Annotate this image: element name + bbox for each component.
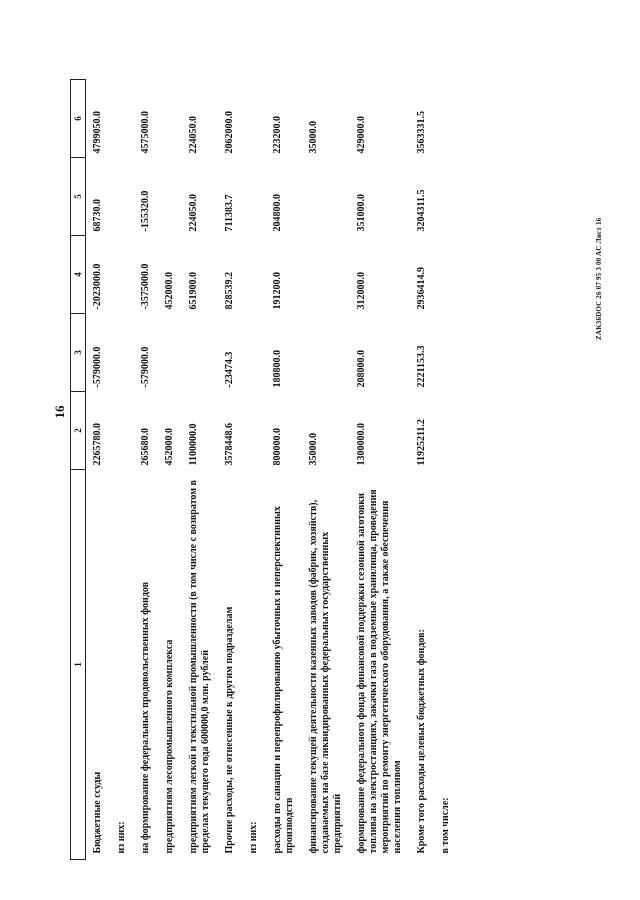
cell-c2 (434, 392, 458, 470)
cell-c6: 223200.0 (272, 116, 283, 154)
cell-c4: 2936414.9 (416, 267, 427, 310)
budget-table (70, 79, 458, 860)
cell-c6: 224050.0 (188, 116, 199, 154)
table-row (110, 80, 134, 860)
cell-c2: 2265780.0 (92, 423, 103, 466)
row-label: на формирование федеральных продовольственных фондов (140, 581, 151, 854)
document-footer-code: ZAK36DOC 26 07 95 3 00 AC Лист 16 (595, 217, 603, 340)
cell-c4: 452000.0 (164, 272, 175, 310)
cell-c2 (110, 392, 134, 470)
cell-c3: -579000.0 (92, 346, 103, 388)
column-header: 5 (71, 158, 86, 236)
cell-c5: 351000.0 (356, 194, 367, 232)
row-label: предприятиям лесопромышленного комплекса (164, 639, 175, 854)
row-label: Прочие расходы, не отнесенные к другим подразделам (224, 606, 235, 854)
cell-c3 (242, 314, 266, 392)
cell-c3 (434, 314, 458, 392)
cell-c6: 4799050.0 (92, 111, 103, 154)
cell-c3 (110, 314, 134, 392)
cell-c6: 3563331.5 (416, 111, 427, 154)
table-row (302, 80, 350, 860)
cell-c3: -23474.3 (224, 351, 235, 388)
cell-c2: 452000.0 (164, 428, 175, 466)
cell-c6: 2062000.0 (224, 111, 235, 154)
table-row (218, 80, 242, 860)
cell-c4: -3575000.0 (140, 263, 151, 310)
cell-c3: 180800.0 (272, 350, 283, 388)
cell-c3 (302, 314, 350, 392)
cell-c6 (242, 80, 266, 158)
table-row (158, 80, 182, 860)
cell-c3 (158, 314, 182, 392)
cell-c4 (242, 236, 266, 314)
cell-c4: -2023000.0 (92, 263, 103, 310)
cell-c5 (434, 158, 458, 236)
cell-c6 (434, 80, 458, 158)
cell-c2: 1300000.0 (356, 423, 367, 466)
cell-c4: 651900.0 (188, 272, 199, 310)
cell-c5: -155320.0 (140, 190, 151, 232)
cell-c5: 224050.0 (188, 194, 199, 232)
cell-c4: 828539.2 (224, 272, 235, 310)
cell-c5: 68730.0 (92, 199, 103, 232)
row-label: из них: (248, 821, 259, 854)
row-label: Кроме того расходы целевых бюджетных фондов: (416, 629, 427, 854)
cell-c2: 1100000.0 (188, 423, 199, 466)
table-row (410, 80, 434, 860)
cell-c2: 800000.0 (272, 428, 283, 466)
cell-c4 (110, 236, 134, 314)
table-row (242, 80, 266, 860)
cell-c2: 3578448.6 (224, 423, 235, 466)
column-header: 2 (71, 392, 86, 470)
row-label: из них: (116, 821, 127, 854)
row-label: предприятиям легкой и текстильной промышленности (в том числе с возвратом в пределах текущего года 600000,0 млн. рублей (188, 480, 211, 854)
cell-c4 (434, 236, 458, 314)
table-row (434, 80, 458, 860)
cell-c5: 204800.0 (272, 194, 283, 232)
column-header: 1 (71, 470, 86, 860)
column-header: 3 (71, 314, 86, 392)
cell-c2: 265680.0 (140, 428, 151, 466)
table-row (266, 80, 302, 860)
cell-c5 (110, 158, 134, 236)
cell-c3 (182, 314, 218, 392)
cell-c4: 191200.0 (272, 272, 283, 310)
cell-c6: 4575000.0 (140, 111, 151, 154)
row-label: формирование федерального фонда финансовой поддержки сезонной заготовки топлива на электростанциях, закачки газа в подземные хранилища, проведения мероприятий по ремонту энергетического оборудования, а также обеспечения населения топливом (356, 489, 403, 854)
table-row (350, 80, 410, 860)
cell-c6 (158, 80, 182, 158)
cell-c6 (110, 80, 134, 158)
table-row (134, 80, 158, 860)
row-label: в том числе: (440, 797, 451, 854)
cell-c3: 208000.0 (356, 350, 367, 388)
table-row (86, 80, 111, 860)
cell-c5 (302, 158, 350, 236)
table-row (182, 80, 218, 860)
column-header: 6 (71, 80, 86, 158)
page-number: 16 (52, 405, 67, 419)
cell-c2 (242, 392, 266, 470)
row-label: Бюджетные ссуды (92, 771, 103, 854)
cell-c2: 11925211.2 (416, 419, 427, 466)
cell-c6: 35000.0 (308, 121, 319, 154)
cell-c5: 711383.7 (224, 194, 235, 232)
row-label: расходы по санации и перепрофилированию убыточных и неперспективных производств (272, 506, 295, 854)
cell-c3: -579000.0 (140, 346, 151, 388)
cell-c2: 35000.0 (308, 433, 319, 466)
table-header-row (71, 80, 86, 860)
row-label: финансирование текущей деятельности казенных заводов (фабрик, хозяйств), создаваемых на базе ликвидированных федеральных государственных предприятий (308, 499, 343, 854)
cell-c4: 312000.0 (356, 272, 367, 310)
cell-c5 (158, 158, 182, 236)
column-header: 4 (71, 236, 86, 314)
cell-c5 (242, 158, 266, 236)
cell-c3: 2221153.3 (416, 345, 427, 388)
cell-c5: 3204311.5 (416, 189, 427, 232)
cell-c6: 429000.0 (356, 116, 367, 154)
cell-c4 (302, 236, 350, 314)
